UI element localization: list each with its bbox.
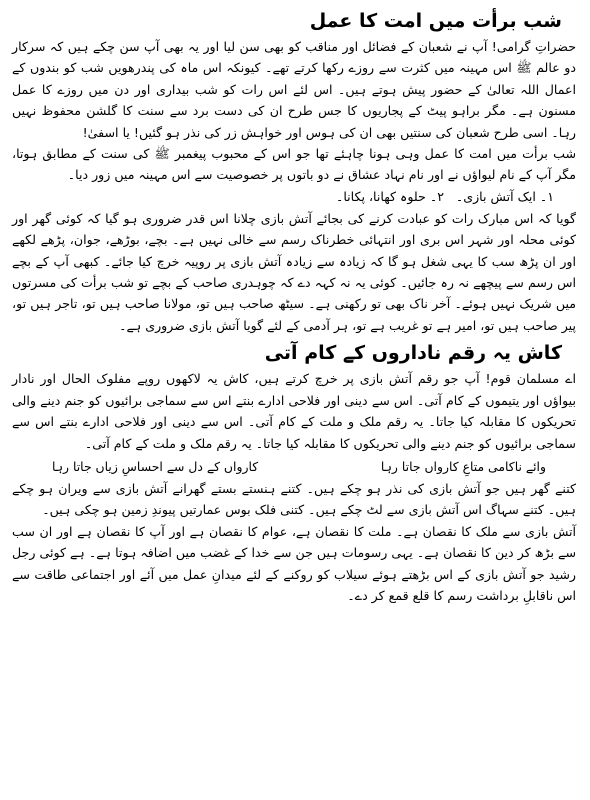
paragraph-5: کتنے گھر ہیں جو آتش بازی کی نذر ہو چکے ہیں۔ کتنے ہنستے بستے گھرانے آتش بازی سے ویران ہو چکے ہیں۔ کتنے سہاگ اس آتش بازی سے لٹ چکے ہیں۔ کتنی فلک بوس عمارتیں پیوندِ زمین ہو چکی ہیں۔: [12, 480, 576, 518]
paragraph-4: اے مسلمان قوم! آپ جو رقم آتش بازی پر خرچ کرتے ہیں، کاش یہ لاکھوں روپے مفلوک الحال اور نادار بیواؤں اور یتیموں کے کام آتی۔ اس سے دینی اور فلاحی ادارے بنتے اس سے سماجی برائیوں کو جنم دینے والی تحریکوں کا مقابلہ کیا جاتا۔ یہ رقم ملک و ملت کے کام آتی۔ اس سے دینی اور فلاحی ادارے بنتے اس سے سماجی برائیوں کو جنم دینے والی تحریکوں کا مقابلہ کیا جاتا۔ یہ رقم ملک و ملت کے کام آتی۔: [12, 371, 576, 451]
verse-line-1: وائے ناکامی متاعِ کارواں جاتا رہا: [380, 458, 546, 474]
verse-couplet: [12, 456, 576, 478]
paragraph-6: آتش بازی سے ملک کا نقصان ہے۔ ملت کا نقصان ہے، عوام کا نقصان ہے اور آپ کا نقصان ہے اور ان سب سے بڑھ کر دین کا نقصان ہے۔ یہی رسومات ہیں جن سے خدا کے غضب میں اضافہ ہوتا ہے۔ ہے کوئی رجل رشید جو آتش بازی کے اس بڑھتے ہوئے سیلاب کو روکنے کے لئے میدانِ عمل میں آئے اور اجتماعی طاقت سے اس ناقابلِ برداشت رسم کا قلع قمع کر دے۔: [12, 523, 576, 603]
numbered-list: [12, 186, 576, 208]
list-item-1: ۱۔ ایک آتش بازی۔: [455, 188, 554, 204]
section-heading-2: کاش یہ رقم ناداروں کے کام آتی: [264, 342, 562, 365]
verse-line-2: کارواں کے دل سے احساسِ زیاں جاتا رہا: [52, 458, 259, 474]
section-heading-1: شب برأت میں امت کا عمل: [309, 10, 562, 32]
paragraph-1: حضراتِ گرامی! آپ نے شعبان کے فضائل اور مناقب کو بھی سن لیا اور یہ بھی آپ سن چکے ہیں کہ سرکار دو عالم ﷺ اس مہینہ میں کثرت سے روزے رکھا کرتے تھے۔ کیونکہ اس ماہ کی پندرھویں شب کو بندوں کے اعمال اللہ تعالیٰ کے حضور پیش ہوتے ہیں۔ اس لئے اس رات کو شب بیداری اور دن میں روزے کا عمل مسنون ہے۔ مگر براہو پیٹ کے پجاریوں کا جس طرح ان کی دست برد سے سنت کا گلشن محفوظ نہیں رہا۔ اسی طرح شعبان کی سنتیں بھی ان کی ہوس اور خواہش زر کی نذر ہو گئیں! یا اسفیٰ!: [12, 39, 576, 140]
paragraph-3: گویا کہ اس مبارک رات کو عبادت کرنے کی بجائے آتش بازی چلانا اس قدر ضروری ہو گیا کہ کوئی گھر اور کوئی محلہ اور شہر اس بری اور انتہائی خطرناک رسم سے خالی نہیں ہے۔ بچے، بوڑھے، جوان، پڑھے لکھے اور ان پڑھ سب کا یہی شغل ہو گا کہ زیادہ سے زیادہ آتش بازی پر روپیہ خرچ کیا جائے۔ کبھی آپ کے بچے اس رسم سے پیچھے نہ رہ جائیں۔ کوئی یہ نہ کہہ دے کہ چوہدری صاحب کے بچے تو شب برأت کی مسرتوں میں شریک نہیں ہوئے۔ آخر ناک بھی تو رکھنی ہے۔ سیٹھ صاحب ہیں تو، مولانا صاحب ہیں تو، تاجر ہیں تو، پیر صاحب ہیں تو، امیر ہے تو غریب ہے تو، ہر آدمی کے لئے گویا آتش بازی ضروری ہے۔: [12, 210, 576, 333]
list-item-2: ۲۔ حلوہ کھانا، پکانا۔: [335, 188, 444, 204]
paragraph-2: شب برأت میں امت کا عمل وہی ہونا چاہئے تھا جو اس کے محبوب پیغمبر ﷺ کی سنت کے مطابق ہوتا، مگر آپ کے نام لیواؤں نے اور نام نہاد عشاق نے دو باتوں پر خصوصیت سے اس مہینہ میں زور دیا۔: [12, 146, 576, 183]
